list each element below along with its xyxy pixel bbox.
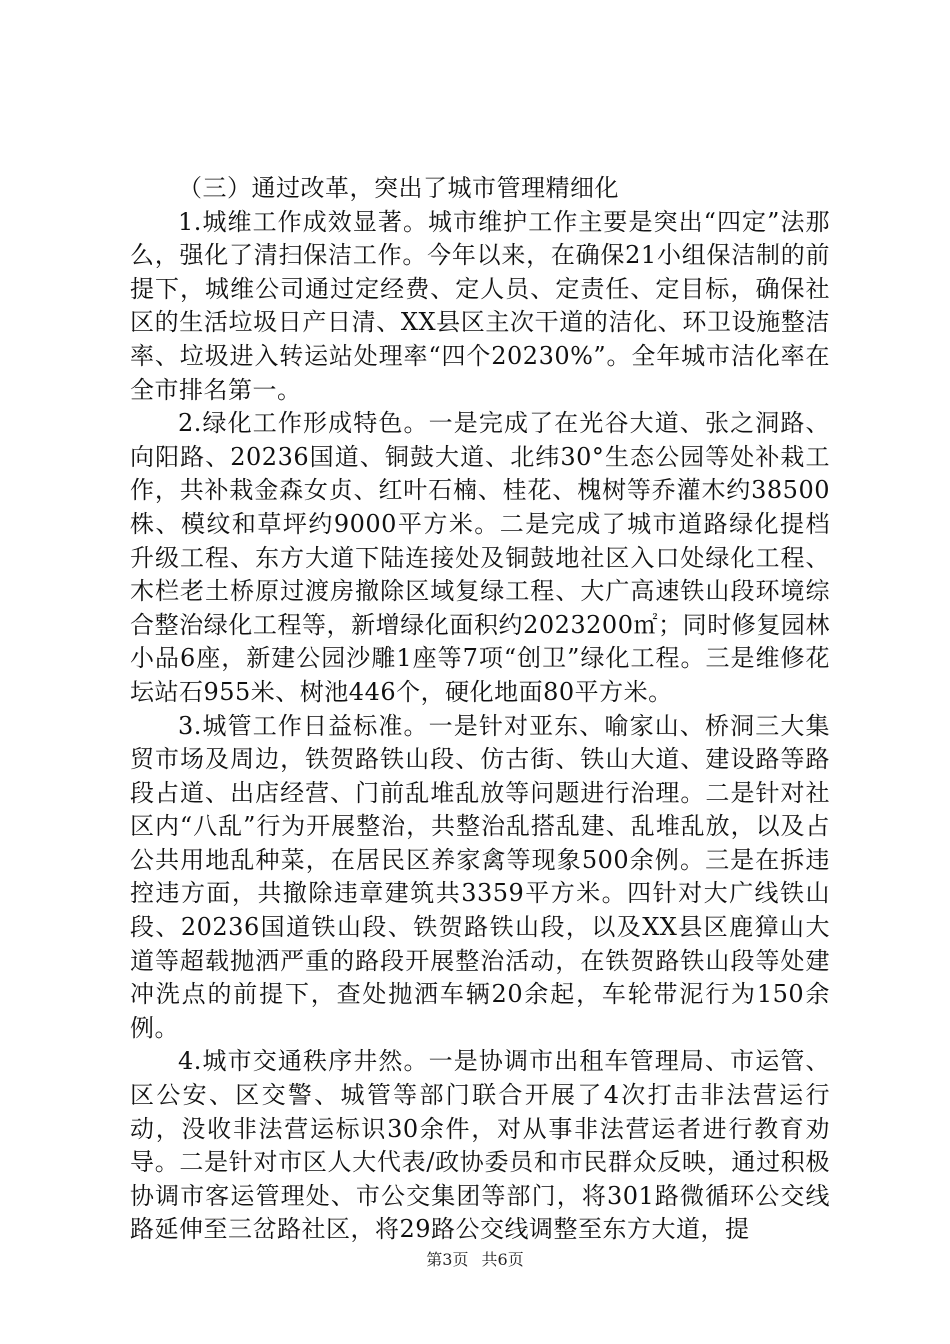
- page-number: 第3页: [426, 1250, 469, 1269]
- paragraph-city-maintenance: 1.城维工作成效显著。城市维护工作主要是突出“四定”法那么，强化了清扫保洁工作。今年以来，在确保21小组保洁制的前提下，城维公司通过定经费、定人员、定责任、定目标，确保社区的生活垃圾日产日清、XX县区主次干道的洁化、环卫设施整洁率、垃圾进入转运站处理率“四个20230%”。全年城市洁化率在全市排名第一。: [130, 207, 830, 404]
- page-total: 共6页: [481, 1250, 524, 1269]
- page-footer: [0, 1247, 950, 1270]
- document-body: [130, 172, 830, 1247]
- section-heading: （三）通过改革，突出了城市管理精细化: [178, 174, 619, 202]
- paragraph-traffic-order: 4.城市交通秩序井然。一是协调市出租车管理局、市运管、区公安、区交警、城管等部门联合开展了4次打击非法营运行动，没收非法营运标识30余件，对从事非法营运者进行教育劝导。二是针对市区人大代表/政协委员和市民群众反映，通过积极协调市客运管理处、市公交集团等部门，将301路微循环公交线路延伸至三岔路社区，将29路公交线调整至东方大道，提: [130, 1047, 830, 1244]
- paragraph-greening: 2.绿化工作形成特色。一是完成了在光谷大道、张之洞路、向阳路、20236国道、铜鼓大道、北纬30°生态公园等处补栽工作，共补栽金森女贞、红叶石楠、桂花、槐树等乔灌木约38500株、模纹和草坪约9000平方米。二是完成了城市道路绿化提档升级工程、东方大道下陆连接处及铜鼓地社区入口处绿化工程、木栏老土桥原过渡房撤除区域复绿工程、大广高速铁山段环境综合整治绿化工程等，新增绿化面积约2023200㎡；同时修复园林小品6座，新建公园沙雕1座等7项“创卫”绿化工程。三是维修花坛站石955米、树池446个，硬化地面80平方米。: [130, 409, 830, 706]
- paragraph-urban-management: 3.城管工作日益标准。一是针对亚东、喻家山、桥洞三大集贸市场及周边，铁贺路铁山段、仿古街、铁山大道、建设路等路段占道、出店经营、门前乱堆乱放等问题进行治理。二是针对社区内“八乱”行为开展整治，共整治乱搭乱建、乱堆乱放，以及占公共用地乱种菜，在居民区养家禽等现象500余例。三是在拆违控违方面，共撤除违章建筑共3359平方米。四针对大广线铁山段、20236国道铁山段、铁贺路铁山段，以及XX县区鹿獐山大道等超载抛洒严重的路段开展整治活动，在铁贺路铁山段等处建冲洗点的前提下，查处抛洒车辆20余起，车轮带泥行为150余例。: [130, 711, 830, 1042]
